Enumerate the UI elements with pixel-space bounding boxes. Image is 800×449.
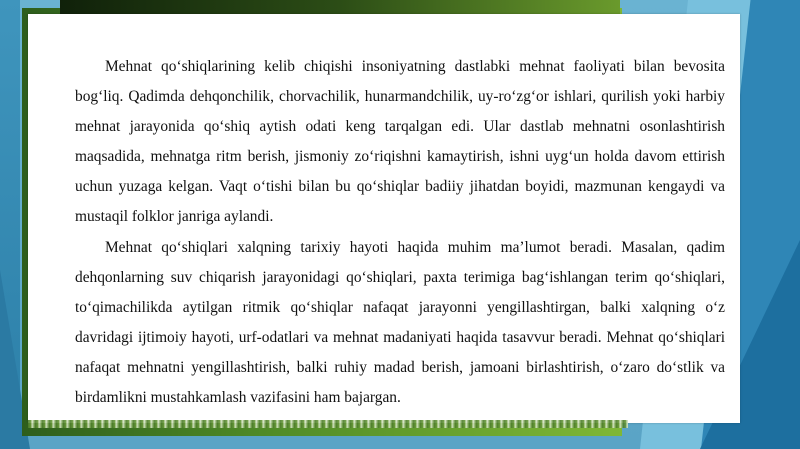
paragraph-2: Mehnat qo‘shiqlari xalqning tarixiy hayoti haqida muhim ma’lumot beradi. Masalan, qadim dehqonlarning suv chiqarish jarayonidagi qo‘shiqlari, paxta terimiga bag‘ishlangan terim qo‘shiqlari, to‘qimachilikda aytilgan ritmik qo‘shiqlar nafaqat jarayonni yengillashtirgan, balki xalqning o‘z davridagi ijtimoiy hayoti, urf-odatlari va mehnat madaniyati haqida tasavvur beradi. Mehnat qo‘shiqlari nafaqat mehnatni yengillashtirish, balki ruhiy madad berish, jamoani birlashtirish, o‘zaro do‘stlik va birdamlikni mustahkamlash vazifasini ham bajargan. [75,238,725,407]
sheet-bottom-edge [28,420,628,428]
top-dark-band [60,0,620,14]
document-text [75,52,725,413]
paragraph-1: Mehnat qo‘shiqlarining kelib chiqishi insoniyatning dastlabki mehnat faoliyati bilan bevosita bog‘liq. Qadimda dehqonchilik, chorvachilik, hunarmandchilik, uy-ro‘zg‘or ishlari, qurilish yoki harbiy mehnat jarayonida qo‘shiq aytish odati keng tarqalgan edi. Ular dastlab mehnatni osonlashtirish maqsadida, mehnatga ritm berish, jismoniy zo‘riqishni kamaytirish, ishni uyg‘un holda davom ettirish uchun yuzaga kelgan. Vaqt o‘tishi bilan bu qo‘shiqlar badiiy jihatdan boyidi, mazmunan kengaydi va mustaqil folklor janriga aylandi. [75,58,725,226]
